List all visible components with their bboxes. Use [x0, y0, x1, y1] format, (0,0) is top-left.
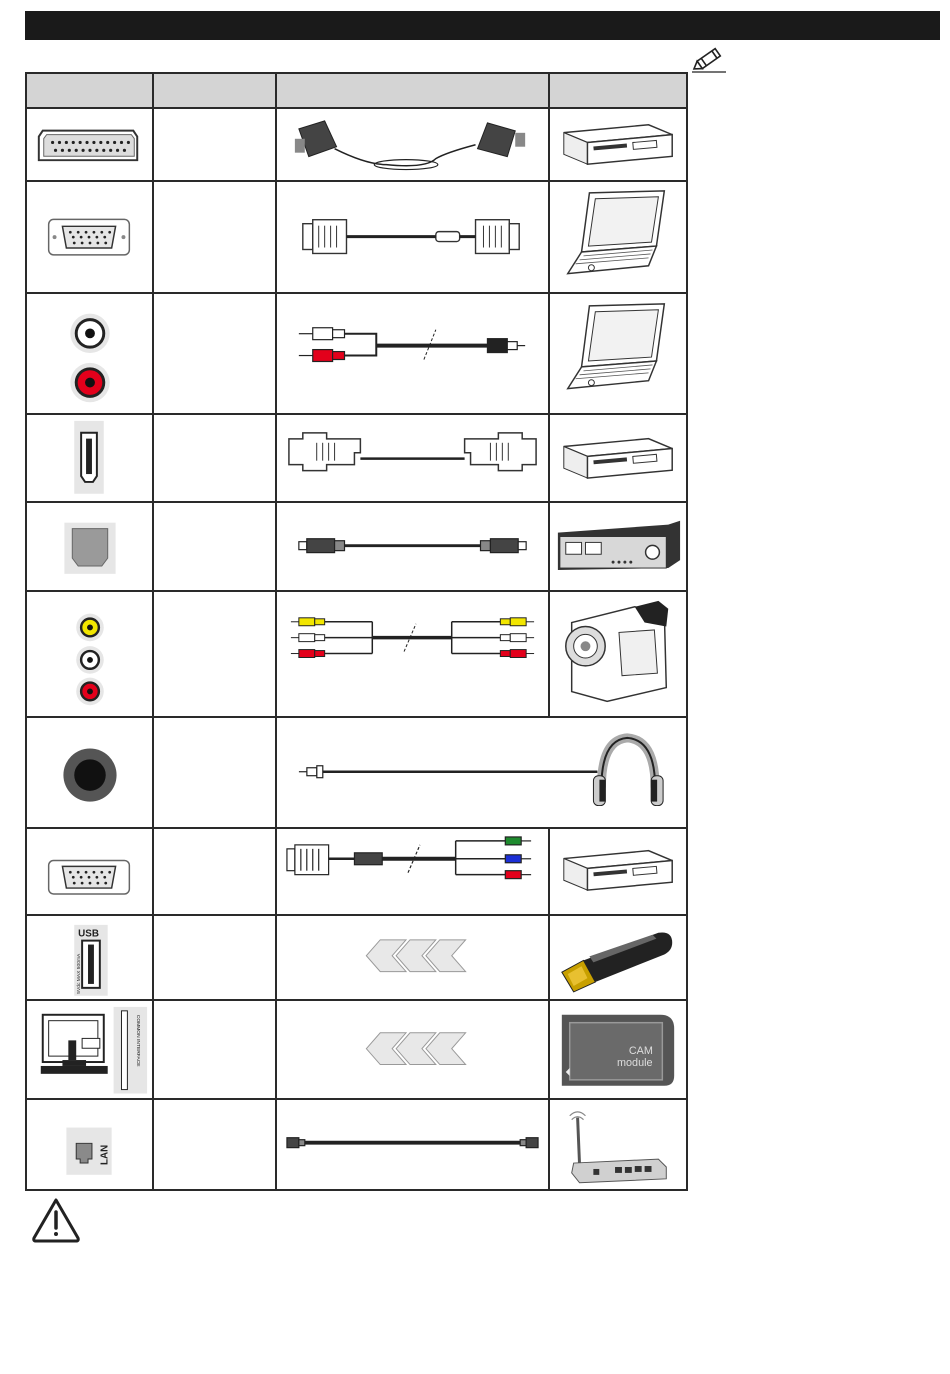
table-row-ci	[26, 1000, 687, 1099]
scart-socket-icon	[26, 108, 153, 181]
vga-cable-icon	[276, 181, 549, 292]
type-label	[153, 828, 276, 915]
insert-arrows-icon	[276, 1000, 549, 1099]
header-device	[549, 73, 687, 108]
optical-socket-icon	[26, 502, 153, 591]
type-label	[153, 1000, 276, 1099]
usb-port-label: USB	[78, 928, 99, 940]
table-row-pc-audio	[26, 293, 687, 414]
usb-stick-icon	[549, 915, 687, 999]
headphone-cable-icon	[276, 717, 687, 828]
dvd-recorder-icon	[549, 414, 687, 502]
table-row-usb	[26, 915, 687, 999]
table-row-lan	[26, 1099, 687, 1190]
type-label	[153, 915, 276, 999]
table-row-scart	[26, 108, 687, 181]
type-label	[153, 502, 276, 591]
ypbpr-cable-icon	[276, 828, 549, 915]
usb-socket-icon	[26, 915, 153, 999]
lan-socket-icon	[26, 1099, 153, 1190]
type-label	[153, 293, 276, 414]
laptop-icon	[549, 181, 687, 292]
headphone-socket-icon	[26, 717, 153, 828]
dvd-recorder-icon	[549, 108, 687, 181]
router-icon	[549, 1099, 687, 1190]
dvd-recorder-icon	[549, 828, 687, 915]
ci-slot-label: COMMON INTERFACE	[135, 1014, 141, 1067]
connection-table	[25, 72, 688, 1191]
amplifier-icon	[549, 502, 687, 591]
rca-av-socket-icon	[26, 591, 153, 716]
hdmi-socket-icon	[26, 414, 153, 502]
type-label	[153, 108, 276, 181]
rca-audio-socket-icon	[26, 293, 153, 414]
table-row-headphone	[26, 717, 687, 828]
header-type	[153, 73, 276, 108]
lan-port-label: LAN	[99, 1145, 111, 1166]
table-header-row	[26, 73, 687, 108]
table-row-av	[26, 591, 687, 716]
cam-label-line2: module	[617, 1057, 653, 1070]
camcorder-icon	[549, 591, 687, 716]
type-label	[153, 181, 276, 292]
table-row-vga	[26, 181, 687, 292]
usb-power-label: 5Vdc MAX 500mA	[77, 953, 83, 994]
type-label	[153, 1099, 276, 1190]
ethernet-cable-icon	[276, 1099, 549, 1190]
scart-cable-icon	[276, 108, 549, 181]
table-row-spdif	[26, 502, 687, 591]
laptop-icon	[549, 293, 687, 414]
optical-cable-icon	[276, 502, 549, 591]
type-label	[153, 414, 276, 502]
av-cable-icon	[276, 591, 549, 716]
ci-slot-icon	[26, 1000, 153, 1099]
headphones-icon	[593, 737, 663, 805]
warning-triangle-icon	[30, 1196, 82, 1244]
table-row-ypbpr	[26, 828, 687, 915]
cam-module-icon	[549, 1000, 687, 1099]
header-cables	[276, 73, 549, 108]
pencil-note-icon	[690, 44, 728, 74]
title-bar	[25, 11, 940, 40]
type-label	[153, 591, 276, 716]
table-row-hdmi	[26, 414, 687, 502]
rca-to-minijack-cable-icon	[276, 293, 549, 414]
cam-label-line1: CAM	[628, 1045, 653, 1058]
type-label	[153, 717, 276, 828]
vga-socket-icon	[26, 828, 153, 915]
header-connector	[26, 73, 153, 108]
hdmi-cable-icon	[276, 414, 549, 502]
insert-arrows-icon	[276, 915, 549, 999]
vga-socket-icon	[26, 181, 153, 292]
